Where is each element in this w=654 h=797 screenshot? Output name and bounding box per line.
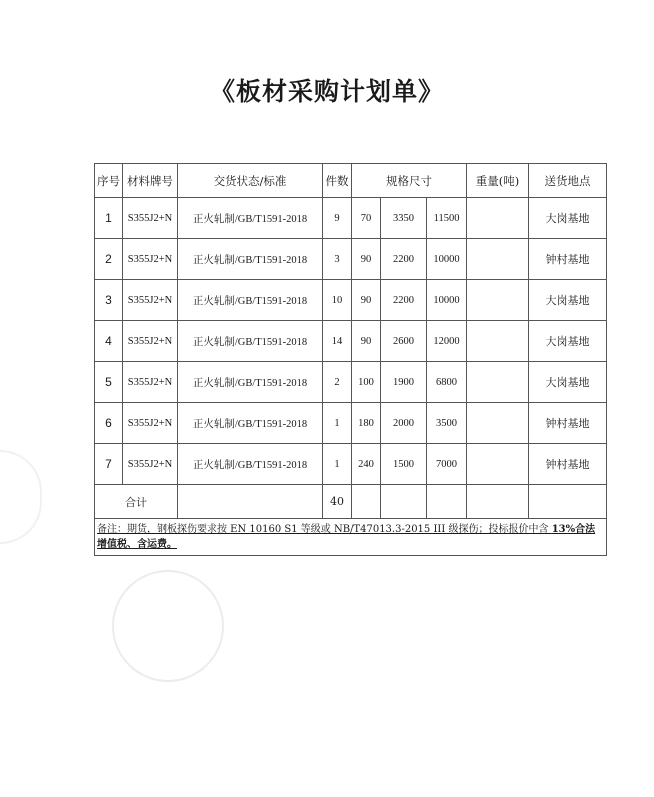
cell-l: 10000	[427, 239, 467, 280]
note-bold-text: 13%合法增值税、含运费。	[97, 524, 596, 550]
total-empty	[427, 485, 467, 519]
cell-weight	[467, 321, 529, 362]
cell-seq: 5	[95, 362, 123, 403]
cell-w: 2600	[381, 321, 427, 362]
cell-t: 70	[352, 198, 381, 239]
cell-weight	[467, 280, 529, 321]
table-row	[95, 362, 607, 403]
document-title: 《板材采购计划单》	[209, 77, 444, 106]
cell-count: 9	[323, 198, 352, 239]
cell-l: 6800	[427, 362, 467, 403]
table-row	[95, 321, 607, 362]
cell-location: 大岗基地	[529, 362, 607, 403]
cell-grade: S355J2+N	[123, 444, 178, 485]
table-row	[95, 239, 607, 280]
cell-delivery: 正火轧制/GB/T1591-2018	[178, 239, 323, 280]
header-delivery: 交货状态/标准	[178, 164, 323, 198]
table-row	[95, 444, 607, 485]
cell-w: 1900	[381, 362, 427, 403]
cell-location: 钟村基地	[529, 444, 607, 485]
cell-w: 3350	[381, 198, 427, 239]
cell-delivery: 正火轧制/GB/T1591-2018	[178, 321, 323, 362]
header-count: 件数	[323, 164, 352, 198]
note-text: 备注：期货，钢板探伤要求按 EN 10160 S1 等级或 NB/T47013.3-2015 III 级探伤；投标报价中含	[97, 524, 552, 535]
purchase-plan-table	[94, 163, 607, 556]
cell-t: 90	[352, 239, 381, 280]
cell-delivery: 正火轧制/GB/T1591-2018	[178, 444, 323, 485]
total-empty	[467, 485, 529, 519]
cell-l: 10000	[427, 280, 467, 321]
total-empty-delivery	[178, 485, 323, 519]
cell-location: 大岗基地	[529, 198, 607, 239]
cell-w: 2200	[381, 239, 427, 280]
cell-location: 大岗基地	[529, 280, 607, 321]
cell-seq: 6	[95, 403, 123, 444]
cell-l: 12000	[427, 321, 467, 362]
note-cell	[95, 519, 607, 556]
cell-count: 2	[323, 362, 352, 403]
header-location: 送货地点	[529, 164, 607, 198]
table-row	[95, 198, 607, 239]
cell-count: 14	[323, 321, 352, 362]
cell-count: 1	[323, 444, 352, 485]
faded-seal	[112, 570, 224, 682]
cell-w: 1500	[381, 444, 427, 485]
header-grade: 材料牌号	[123, 164, 178, 198]
faded-seal-edge	[0, 450, 42, 544]
cell-weight	[467, 444, 529, 485]
cell-seq: 2	[95, 239, 123, 280]
cell-t: 90	[352, 321, 381, 362]
cell-t: 90	[352, 280, 381, 321]
cell-seq: 3	[95, 280, 123, 321]
cell-delivery: 正火轧制/GB/T1591-2018	[178, 280, 323, 321]
table-row	[95, 403, 607, 444]
cell-t: 240	[352, 444, 381, 485]
cell-w: 2200	[381, 280, 427, 321]
cell-t: 100	[352, 362, 381, 403]
cell-weight	[467, 362, 529, 403]
cell-w: 2000	[381, 403, 427, 444]
note-row	[95, 519, 607, 556]
total-empty	[352, 485, 381, 519]
cell-grade: S355J2+N	[123, 321, 178, 362]
header-spec: 规格尺寸	[352, 164, 467, 198]
cell-grade: S355J2+N	[123, 362, 178, 403]
cell-delivery: 正火轧制/GB/T1591-2018	[178, 403, 323, 444]
cell-count: 1	[323, 403, 352, 444]
cell-weight	[467, 239, 529, 280]
cell-seq: 4	[95, 321, 123, 362]
table-row	[95, 280, 607, 321]
cell-grade: S355J2+N	[123, 403, 178, 444]
total-empty	[529, 485, 607, 519]
cell-l: 3500	[427, 403, 467, 444]
cell-location: 钟村基地	[529, 239, 607, 280]
header-weight: 重量(吨)	[467, 164, 529, 198]
total-row	[95, 485, 607, 519]
header-seq: 序号	[95, 164, 123, 198]
cell-weight	[467, 403, 529, 444]
cell-delivery: 正火轧制/GB/T1591-2018	[178, 198, 323, 239]
cell-location: 大岗基地	[529, 321, 607, 362]
cell-grade: S355J2+N	[123, 239, 178, 280]
total-count: 40	[323, 485, 352, 519]
total-label: 合计	[95, 485, 178, 519]
cell-grade: S355J2+N	[123, 198, 178, 239]
cell-seq: 7	[95, 444, 123, 485]
cell-t: 180	[352, 403, 381, 444]
cell-grade: S355J2+N	[123, 280, 178, 321]
cell-count: 10	[323, 280, 352, 321]
cell-seq: 1	[95, 198, 123, 239]
cell-weight	[467, 198, 529, 239]
cell-l: 11500	[427, 198, 467, 239]
cell-count: 3	[323, 239, 352, 280]
header-row	[95, 164, 607, 198]
total-empty	[381, 485, 427, 519]
cell-l: 7000	[427, 444, 467, 485]
cell-location: 钟村基地	[529, 403, 607, 444]
cell-delivery: 正火轧制/GB/T1591-2018	[178, 362, 323, 403]
